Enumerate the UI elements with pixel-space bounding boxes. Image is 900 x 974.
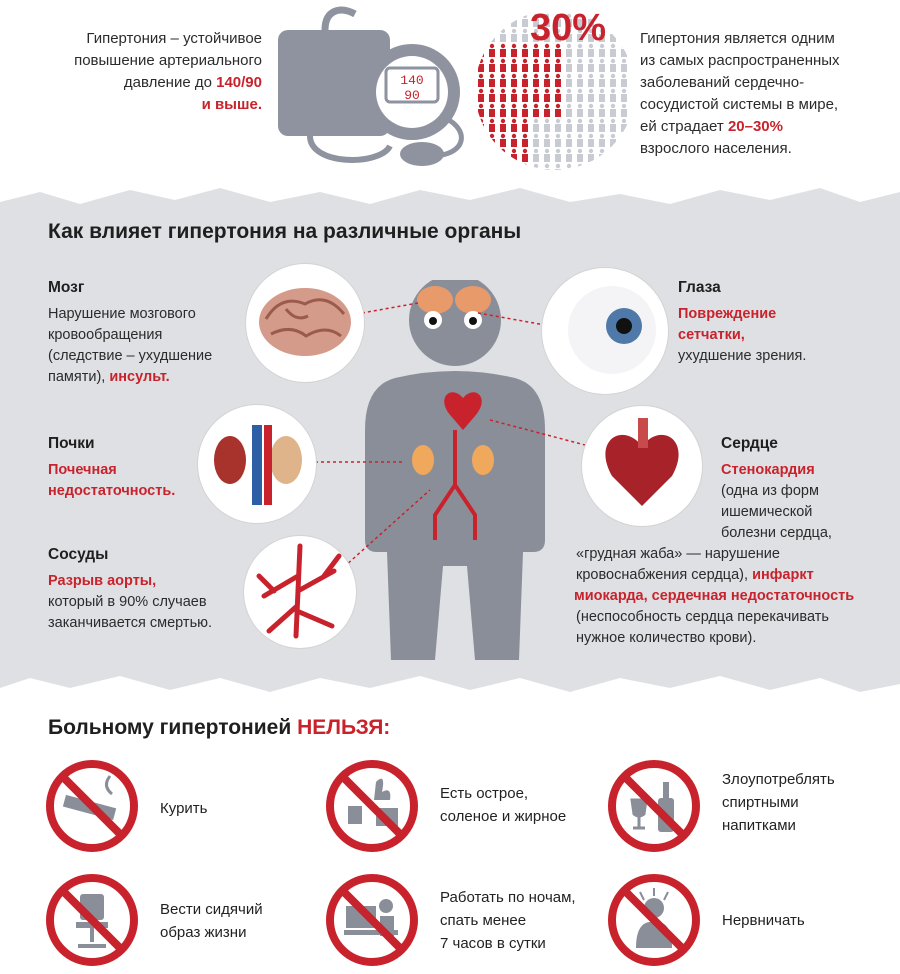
hypertension-definition: Гипертония – устойчивое повышение артериального давление до 140/90 и выше. — [74, 30, 262, 113]
prevalence-text: Гипертония является одним из самых распространенных заболеваний сердечно- сосудистой системы в мире, ей страдает 20–30% взрослого населения. — [640, 30, 840, 157]
forbidden-item-smoking: Курить — [160, 800, 208, 817]
forbidden-item-food: Есть острое, соленое и жирное — [440, 785, 567, 825]
forbidden-item-night-work: Работать по ночам, спать менее 7 часов в сутки — [440, 889, 576, 952]
no-sedentary-icon — [50, 878, 134, 962]
forbidden-item-sedentary: Вести сидячий образ жизни — [160, 901, 263, 941]
forbidden-item-stress: Нервничать — [722, 912, 805, 929]
no-night-work-icon — [330, 878, 414, 962]
pressure-value: 140/90 — [216, 74, 262, 91]
vessels-info: Сосуды Разрыв аорты, который в 90% случаев заканчивается смертью. — [48, 546, 213, 631]
no-smoking-icon — [50, 764, 134, 848]
heart-info: Сердце Стенокардия (одна из форм ишемической болезни сердца, «грудная жаба» — нарушение кровоснабжения сердца), инфаркт миокарда, сердечная недостаточность (неспособность сердца перекачивать нужное количество крови). — [574, 435, 855, 646]
no-stress-icon — [612, 878, 696, 962]
forbidden-item-alcohol: Злоупотреблять спиртными напитками — [722, 771, 835, 834]
eyes-info: Глаза Повреждение сетчатки, ухудшение зрения. — [678, 279, 807, 364]
prevalence-value: 20–30% — [727, 118, 783, 135]
percentage-label: 30% — [530, 7, 607, 49]
no-junk-food-icon — [330, 764, 414, 848]
forbidden-heading: Больному гипертонией НЕЛЬЗЯ: — [48, 716, 391, 739]
organs-heading: Как влияет гипертония на различные органы — [48, 220, 522, 243]
no-alcohol-icon — [612, 764, 696, 848]
kidneys-info: Почки Почечная недостаточность. — [48, 435, 176, 499]
brain-info: Мозг Нарушение мозгового кровообращения (следствие – ухудшение памяти), инсульт. — [48, 279, 213, 385]
monitor-diastolic: 90 — [404, 88, 420, 103]
monitor-systolic: 140 — [400, 73, 424, 88]
